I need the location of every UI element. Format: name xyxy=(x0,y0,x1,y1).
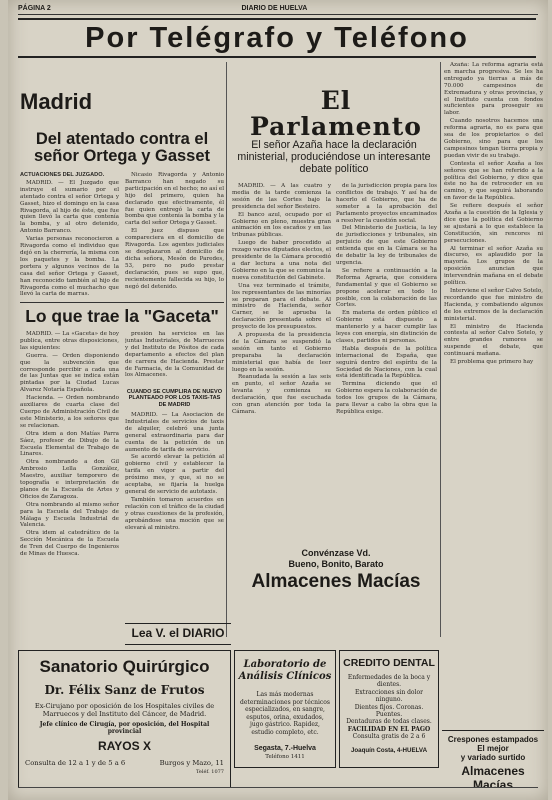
dental-line3: Dientes fijos. Coronas. Puentes. xyxy=(354,703,424,719)
madrid-col2 xyxy=(125,172,224,300)
sanatorio-special: Jefe clínico de Cirugía, por oposición, del Hospital provincial xyxy=(39,721,210,735)
sanatorio-address-block xyxy=(160,759,224,775)
crespones-store: Almacenes Macías xyxy=(461,764,525,788)
paragraph: Otra idem al catedrático de la Sección Mecánica de la Escuela de Tren del Cuerpo de Ingenieros de Minas de Huesca. xyxy=(20,530,119,558)
parlamento-headline: El señor Azaña hace la declaración ministerial, produciéndose un interesante debate político xyxy=(237,139,431,175)
laboratorio-phone: Teléfono 1411 xyxy=(265,753,305,760)
gaceta-col1 xyxy=(20,331,119,623)
paragraph: El juez dispuso que compareciera en el domicilio de Rivagorda. Los agentes judiciales se desplazaron al domicilio de dicha señora, Mesón de Paredes, 53, pero no pudo prestar declaración, pues se supo que, recientemente fallecida su hijo, lo negó del detenido. xyxy=(125,228,224,290)
divider xyxy=(20,302,224,303)
dental-line6: Consulta gratis de 2 a 6 xyxy=(352,733,426,741)
column-rule xyxy=(226,62,227,637)
sanatorio-address: Burgos y Mazo, 11 xyxy=(159,759,224,767)
paragraph: El ministro de Hacienda contesta al señor Calvo Sotelo, y entre grandes rumores se suspende el debate, que continuará mañana. xyxy=(444,323,543,358)
convenzase-store: Almacenes Macías xyxy=(251,571,421,592)
paragraph: Del Ministerio de Justicia, la ley de jurisdicciones y tribunales, sin perjuicio de que este Gobierno entienda que en la Cámara se ha de debatir la ley de tribunales de urgencia. xyxy=(336,225,437,266)
column-rule xyxy=(440,62,441,637)
paragraph: Luego de haber procedido al rezago varios diputados electos, el presidente de la Cámara procedió a dar lectura a una nota del Gobierno en la que se comunica la nueva constitución del Gabinete. xyxy=(232,240,331,281)
parlamento-col3 xyxy=(444,62,543,730)
paragraph: Interviene el señor Calvo Sotelo, recordando que fue ministro de Hacienda, y combatiendo algunos de los extremos de la declaración ministerial. xyxy=(444,288,543,322)
paragraph: Varias personas reconocieron a Rivagorda como el individuo que dejó en la cherrería, la misma con los paquetes y la bomba. La portera y algunos vecinos de la casa del señor Ortega y Gasset, han reconocido también al hijo de Rivagorda como el muchacho que llevó la carta de marras. xyxy=(20,236,119,298)
paragraph: Cuando nosotros hacemos una reforma agraria, no es para que sea de los propietarios o del Gobierno, sino para que los campesinos tengan tierra propia y puedan vivir de su trabajo. xyxy=(444,118,543,159)
paragraph: presión ha servicios en las juntas Industriales, de Marruecos y del Instituto de Pósitos de cada departamento a efectos del plan de carrera de Hacienda. Prestar de Farmacia, de la Comunidad de los Almacenes. xyxy=(125,331,224,379)
paragraph: A propuesta de la presidencia de la Cámara se suspendió la sesión en tanto el Gobierno preparaba la declaración ministerial que había de leer luego en la sesión. xyxy=(232,332,331,373)
page-footer xyxy=(18,787,538,798)
paragraph: Hacienda. — Orden nombrando auxiliares de cuarta clase del Cuerpo de Administración Civil de este Ministerio, a los señores que se relacionan. xyxy=(20,395,119,429)
sanatorio-consulta: Consulta de 12 a 1 y de 5 a 6 xyxy=(25,759,126,767)
madrid-section-title: Madrid xyxy=(20,89,93,114)
laboratorio-title: Laboratorio de Análisis Clínicos xyxy=(238,659,332,682)
dental-line4: Dentaduras de todas clases. xyxy=(346,718,432,726)
paragraph: Termina diciendo que el Gobierno espera la colaboración de todos los grupos de la Cámara, para llevar a cabo la obra que la República exige. xyxy=(336,381,437,415)
page-number: PÁGINA 2 xyxy=(18,4,51,12)
paragraph: En materia de orden público el Gobierno está dispuesto a mantenerlo y a hacer cumplir las leyes con energía, sin distinción de clases, partidos ni personas. xyxy=(336,310,437,344)
sanatorio-description: Ex-Cirujano por oposición de los Hospitales civiles de Marruecos y del Instituto del Cáncer, de Madrid. xyxy=(34,702,215,718)
paragraph: Se acordó elevar la petición al gobierno civil y establecer la tarifa en vigor a partir del próximo mes, y que, si no se aceptaba, se fijaría la huelga general de servicio de autotaxis. xyxy=(125,454,224,495)
taxi-subhead: CUANDO SE CUMPLIRA DE NUEVO PLANTEADO POR LOS TAXIS-TAS DE MADRID xyxy=(126,389,223,408)
convenzase-line1: Convénzase Vd. xyxy=(301,548,371,558)
sanatorio-phone: Teléf. 1077 xyxy=(195,769,224,775)
sanatorio-ad xyxy=(18,650,231,788)
laboratorio-body: Las más modernas determinaciones por técnicos especializados, en sangre, esputos, orina, exudados, jugo gástrico. Rapidez, estudio completo, etc. xyxy=(240,691,330,736)
dental-title: CREDITO DENTAL xyxy=(343,657,435,669)
convenzase-line2: Bueno, Bonito, Barato xyxy=(288,559,384,569)
paragraph: Reanudada la sesión a las seis en punto, el señor Azaña se levanta y comienza su declaración, que fue escuchada con gran atención por toda la Cámara. xyxy=(232,374,331,415)
madrid-col1 xyxy=(20,172,119,300)
sanatorio-rayos: RAYOS X xyxy=(98,739,151,753)
gaceta-col2 xyxy=(125,331,224,387)
paragraph: de la jurisdicción propia para los conflictos de trabajo. Y así ha de hacerlo el Gobierno, que ha de someter a la aprobación del Parlamento proyectos encaminados a resolver la cuestión social. xyxy=(336,183,437,224)
page-header xyxy=(18,2,538,15)
diario-ad-text: Lea V. el DIARIO xyxy=(131,626,225,640)
paragraph: MADRID. — La Asociación de Industriales de servicios de taxis de alquiler, celebró una junta general extraordinaria para dar cuenta de la petición de un aumento de tarifa de servicio. xyxy=(125,412,224,453)
dental-ad xyxy=(339,650,439,768)
crespones-ad xyxy=(442,730,544,788)
crespones-line3: y variado surtido xyxy=(460,753,526,762)
paragraph: Habla después de la política internacional de España, que seguirá dentro del espíritu de la Sociedad de Naciones, con la cual está identificada la República. xyxy=(336,345,437,380)
newspaper-page xyxy=(8,0,548,800)
paragraph: Guerra. — Orden disponiendo que la subvención que corresponde percibir a cada una de las Juntas que se indica están pintadas por la Ciudad Lucas Alvarez Notaría Española. xyxy=(20,352,119,394)
diario-ad xyxy=(125,623,231,645)
paragraph: Azaña: La reforma agraria está en marcha progresiva. Se les ha entregado ya tierras a más de 70.000 campesinos de Extremadura y otras provincias, y el Instituto cuenta con fondos suficientes para proseguir su labor. xyxy=(444,62,543,117)
dental-line5: FACILIDAD EN EL PAGO xyxy=(347,725,431,733)
dental-line1: Enfermedades de la boca y dientes. xyxy=(347,674,431,689)
convenzase-ad xyxy=(234,548,438,604)
paragraph: Otra nombrando a don Gil Ambrosio Lella González, Maestro, auxiliar temporero de topografía e interpretación de planos de la Escuela de Artes y Oficios de Zaragoza. xyxy=(20,459,119,500)
newspaper-name: DIARIO DE HUELVA xyxy=(241,4,308,12)
paragraph: También tomaron acuerdos en relación con el tráfico de la ciudad y otras cuestiones de la profesión, aprobándose una moción que se elevará al ministro. xyxy=(125,496,224,531)
laboratorio-address: Segasta, 7.-Huelva xyxy=(254,744,316,752)
paragraph: MADRID. — El Juzgado que instruye el sumario por el atentado contra el señor Ortega y Gasset, hizo el domingo en la casa Rivagorda, al hijo de éste, que fue quien llevó la carta que contenía la bomba, y al otro detenido, Antonio Barranco. xyxy=(20,179,119,235)
parlamento-section-title: El Parlamento xyxy=(250,86,422,142)
paragraph: El banco azul, ocupado por el Gobierno en pleno, muestra gran animación en los escaños y en las tribunas públicas. xyxy=(232,211,331,239)
madrid-headline: Del atentado contra el señor Ortega y Gasset xyxy=(33,130,211,166)
gaceta-headline: Lo que trae la "Gaceta" xyxy=(25,306,219,326)
laboratorio-ad xyxy=(234,650,336,768)
paragraph: Una vez terminado el trámite, los representantes de las minorías se preparan para el debate. Al ministro de Hacienda, señor Carner, se le aprueba la declaración presentada sobre el proyecto de los presupuestos. xyxy=(232,282,331,331)
paragraph: El problema que primero hay xyxy=(450,359,534,366)
madrid-subhead: ACTUACIONES DEL JUZGADO. xyxy=(20,172,105,178)
paragraph: Contesta el señor Azaña a los señores que se han referido a la política del Gobierno, y dice que éste no ha de retroceder en su camino, y que seguirá laborando en favor de la República. xyxy=(444,160,543,202)
paragraph: MADRID. — La «Gaceta» de hoy publica, entre otras disposiciones, las siguientes: xyxy=(20,331,119,351)
paragraph: Nicasio Rivagorda y Antonio Barranco han negado su participación en el hecho; no así el hijo del primero, quien ha declarado que efectivamente, él fue quien entregó la carta de bomba que contenía la bomba y la carta del señor Ortega y Gasset. xyxy=(125,172,224,227)
gaceta-col2b xyxy=(125,412,224,623)
paragraph: Al terminar el señor Azaña su discurso, es aplaudido por la mayoría. Los grupos de la oposición anuncian que intervendrán mañana en el debate político. xyxy=(444,245,543,287)
section-banner: Por Telégrafo y Teléfono xyxy=(18,18,536,58)
parlamento-col1 xyxy=(232,183,331,545)
sanatorio-footer xyxy=(25,759,224,775)
paragraph: Se refiere a continuación a la Reforma Agraria, que considera fundamental y que el Gobierno se propone acelerar en todo lo posible, con la colaboración de las Cortes. xyxy=(336,267,437,309)
sanatorio-title: Sanatorio Quirúrgico xyxy=(39,657,210,676)
crespones-line2: El mejor xyxy=(477,744,509,753)
paragraph: Otra idem a don Matías Parra Sáez, profesor de Dibujo de la Escuela Elemental de Trabajo de Linares. xyxy=(20,430,119,458)
paragraph: MADRID. — A las cuatro y media de la tarde comienza la sesión de las Cortes bajo la presidencia del señor Besteiro. xyxy=(232,183,331,210)
dental-line2: Extracciones sin dolor ninguno. xyxy=(355,688,423,704)
crespones-line1: Crespones estampados xyxy=(447,735,539,744)
dental-address: Joaquín Costa, 4-HUELVA xyxy=(350,746,428,754)
parlamento-col2 xyxy=(336,183,437,545)
paragraph: Otra nombrando al mismo señor para la Escuela del Trabajo de Málaga y Escuela Industrial de Valencia. xyxy=(20,501,119,529)
sanatorio-doctor: Dr. Félix Sanz de Frutos xyxy=(44,683,205,697)
paragraph: Se refiere después el señor Azaña a la cuestión de la Iglesia y dice que la política del Gobierno se ajustará a lo que establece la Constitución, sin rencores ni persecuciones. xyxy=(444,203,543,244)
dental-text xyxy=(344,674,434,741)
